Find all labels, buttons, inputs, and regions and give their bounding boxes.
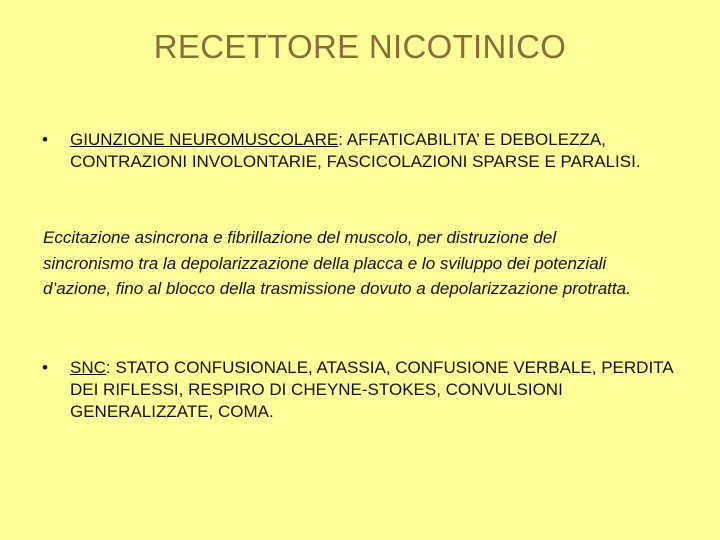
bullet-marker: • — [42, 130, 48, 149]
bullet-neuromuscular — [42, 129, 682, 173]
description-paragraph: Eccitazione asincrona e fibrillazione del muscolo, per distruzione del sincronismo tra la depolarizzazione della placca e lo sviluppo dei potenziali d’azione, fino al blocco della trasmissione dovuto a depolarizzazione protratta. — [43, 228, 631, 298]
bullet-label: GIUNZIONE NEUROMUSCOLARE — [70, 130, 339, 149]
bullet-text — [70, 357, 682, 423]
bullet-label: SNC — [70, 358, 106, 377]
bullet-marker: • — [42, 358, 48, 377]
bullet-body: : STATO CONFUSIONALE, ATASSIA, CONFUSIONE VERBALE, PERDITA DEI RIFLESSI, RESPIRO DI CHEYNE-STOKES, CONVULSIONI GENERALIZZATE, COMA. — [70, 358, 673, 421]
bullet-snc — [42, 357, 682, 423]
bullet-body: : AFFATICABILITA’ E DEBOLEZZA, CONTRAZIONI INVOLONTARIE, FASCICOLAZIONI SPARSE E PARALISI. — [70, 130, 641, 171]
bullet-text — [70, 129, 682, 173]
slide-title: RECETTORE NICOTINICO — [153, 28, 567, 65]
